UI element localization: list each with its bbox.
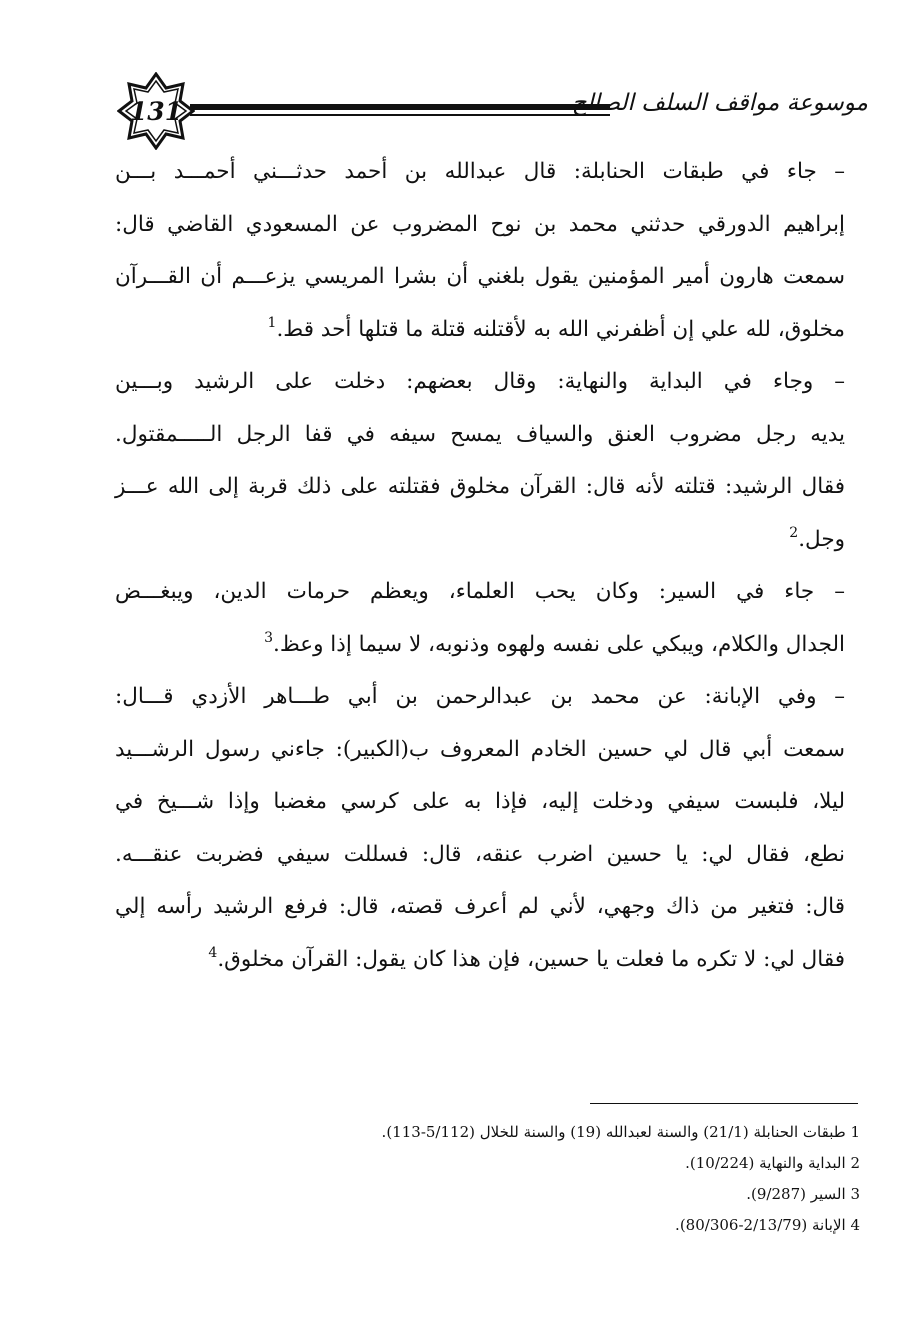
text-line: فقال الرشيد: قتلته لأنه قال: القرآن مخلوق فقتلته على ذلك قربة إلى الله عـــز: [115, 474, 845, 499]
footnote-item: [300, 1179, 860, 1210]
text-line: سمعت أبي قال لي حسين الخادم المعروف ب(الكبير): جاءني رسول الرشـــيد: [115, 736, 845, 762]
text-line: [115, 514, 845, 567]
text-line: إبراهيم الدورقي حدثني محمد بن نوح المضروب عن المسعودي القاضي قال:: [115, 211, 845, 237]
line-text: وجل.: [798, 526, 845, 552]
footnote-text: البداية والنهاية (10/224).: [685, 1154, 846, 1172]
text-line: – جاء في السير: وكان يحب العلماء، ويعظم حرمات الدين، ويبغـــض: [115, 579, 845, 604]
footnote-ref: 4: [208, 944, 218, 961]
footnote-item: [300, 1117, 860, 1148]
header-rule: [190, 104, 610, 110]
main-text: [115, 146, 845, 986]
text-line: نطع، فقال لي: يا حسين اضرب عنقه، قال: فسللت سيفي فضربت عنقـــه.: [115, 841, 845, 867]
text-line: قال: فتغير من ذاك وجهي، لأني لم أعرف قصته، قال: فرفع الرشيد رأسه إلي: [115, 894, 845, 919]
page-number: 131: [129, 96, 183, 126]
footnote-number: 3: [850, 1185, 860, 1203]
text-line: [115, 304, 845, 357]
line-text: مخلوق، لله علي إن أظفرني الله به لأقتلنه قتلة ما قتلها أحد قط.: [276, 316, 845, 342]
footnotes: [300, 1117, 860, 1241]
footnote-separator: [590, 1103, 858, 1104]
footnote-text: السير (9/287).: [746, 1185, 846, 1203]
text-line: ليلا، فلبست سيفي ودخلت إليه، فإذا به على كرسي مغضبا وإذا شـــيخ في: [115, 789, 845, 814]
text-line: – وجاء في البداية والنهاية: وقال بعضهم: دخلت على الرشيد وبـــين: [115, 369, 845, 394]
footnote-number: 2: [850, 1154, 860, 1172]
header-rule-thin: [190, 114, 610, 116]
text-line: – جاء في طبقات الحنابلة: قال عبدالله بن أحمد حدثـــني أحمـــد بـــن: [115, 159, 845, 184]
line-text: الجدال والكلام، ويبكي على نفسه ولهوه وذنوبه، لا سيما إذا وعظ.: [273, 631, 845, 657]
footnote-ref: 3: [264, 629, 273, 646]
text-line: سمعت هارون أمير المؤمنين يقول بلغني أن بشرا المريسي يزعـــم أن القـــرآن: [115, 264, 845, 289]
footnote-item: [300, 1210, 860, 1241]
footnote-number: 4: [850, 1216, 860, 1234]
book-title: موسوعة مواقف السلف الصالح: [571, 90, 868, 116]
footnote-number: 1: [850, 1123, 860, 1141]
text-line: – وفي الإبانة: عن محمد بن عبدالرحمن بن أبي طـــاهر الأزدي قـــال:: [115, 684, 845, 709]
page-number-badge: [117, 72, 195, 150]
footnote-item: [300, 1148, 860, 1179]
footnote-text: طبقات الحنابلة (21/1) والسنة لعبدالله (19) والسنة للخلال (5/112-113).: [381, 1123, 846, 1141]
text-line: [115, 934, 845, 987]
footnote-ref: 2: [789, 524, 799, 541]
line-text: فقال لي: لا تكره ما فعلت يا حسين، فإن هذا كان يقول: القرآن مخلوق.: [217, 946, 845, 972]
footnote-ref: 1: [267, 314, 277, 331]
text-line: يديه رجل مضروب العنق والسياف يمسح سيفه في قفا الرجل الـــــمقتول.: [115, 421, 845, 447]
text-line: [115, 619, 845, 672]
footnote-text: الإبانة (2/13/79-80/306).: [675, 1216, 846, 1234]
page-header: [0, 0, 923, 150]
